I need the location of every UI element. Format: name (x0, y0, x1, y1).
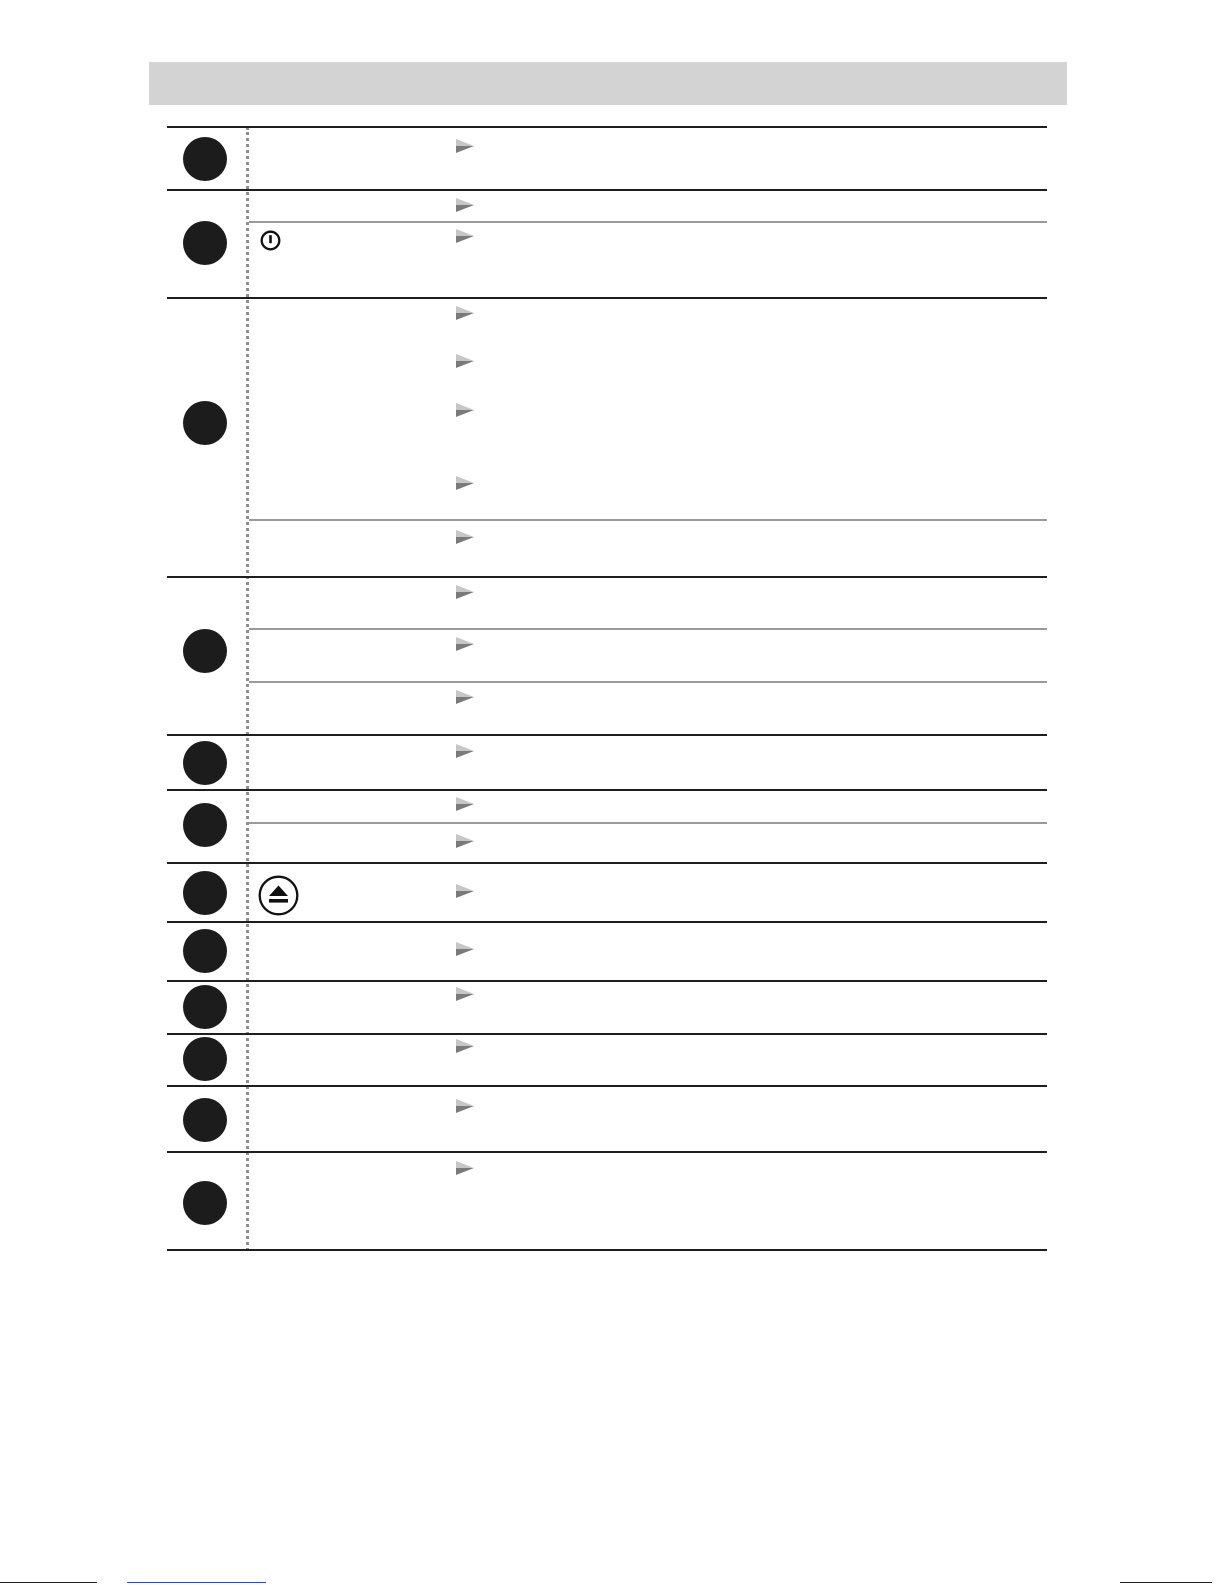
filled-circle-icon (183, 741, 227, 785)
triangle-bullet-icon (456, 585, 474, 599)
triangle-bullet-icon (456, 403, 474, 417)
triangle-bullet-icon (456, 942, 474, 956)
triangle-bullet-icon (456, 306, 474, 320)
page-edge-line (0, 1582, 97, 1583)
row-rule (167, 1085, 1047, 1087)
row-rule (167, 1033, 1047, 1035)
triangle-bullet-icon (456, 229, 474, 243)
filled-circle-icon (183, 629, 227, 673)
filled-circle-icon (183, 929, 227, 973)
filled-circle-icon (183, 221, 227, 265)
sub-row-rule (249, 221, 1047, 223)
filled-circle-icon (183, 1181, 227, 1225)
row-rule (167, 921, 1047, 923)
row-rule (167, 789, 1047, 791)
row-rule (167, 576, 1047, 578)
page-edge-line (1120, 1582, 1212, 1583)
filled-circle-icon (183, 803, 227, 847)
filled-circle-icon (183, 137, 227, 181)
filled-circle-icon (183, 871, 227, 915)
triangle-bullet-icon (456, 690, 474, 704)
row-rule (167, 126, 1047, 128)
sub-row-rule (249, 681, 1047, 683)
sub-row-rule (249, 519, 1047, 521)
triangle-bullet-icon (456, 637, 474, 651)
filled-circle-icon (183, 985, 227, 1029)
row-rule (167, 734, 1047, 736)
filled-circle-icon (183, 401, 227, 445)
row-rule (167, 189, 1047, 191)
triangle-bullet-icon (456, 139, 474, 153)
triangle-bullet-icon (456, 530, 474, 544)
row-rule (167, 1151, 1047, 1153)
link-underline[interactable] (127, 1582, 266, 1583)
triangle-bullet-icon (456, 354, 474, 368)
row-rule (167, 297, 1047, 299)
triangle-bullet-icon (456, 987, 474, 1001)
sub-row-rule (249, 628, 1047, 630)
triangle-bullet-icon (456, 198, 474, 212)
triangle-bullet-icon (456, 744, 474, 758)
power-icon (260, 230, 281, 251)
triangle-bullet-icon (456, 797, 474, 811)
section-header-bar (149, 62, 1067, 105)
triangle-bullet-icon (456, 884, 474, 898)
triangle-bullet-icon (456, 476, 474, 490)
sub-row-rule (249, 822, 1047, 824)
row-rule (167, 1249, 1047, 1251)
triangle-bullet-icon (456, 1161, 474, 1175)
row-rule (167, 862, 1047, 864)
triangle-bullet-icon (456, 1039, 474, 1053)
triangle-bullet-icon (456, 1099, 474, 1113)
filled-circle-icon (183, 1098, 227, 1142)
triangle-bullet-icon (456, 834, 474, 848)
filled-circle-icon (183, 1037, 227, 1081)
eject-icon (258, 875, 299, 916)
row-rule (167, 980, 1047, 982)
column-divider (246, 127, 249, 1251)
